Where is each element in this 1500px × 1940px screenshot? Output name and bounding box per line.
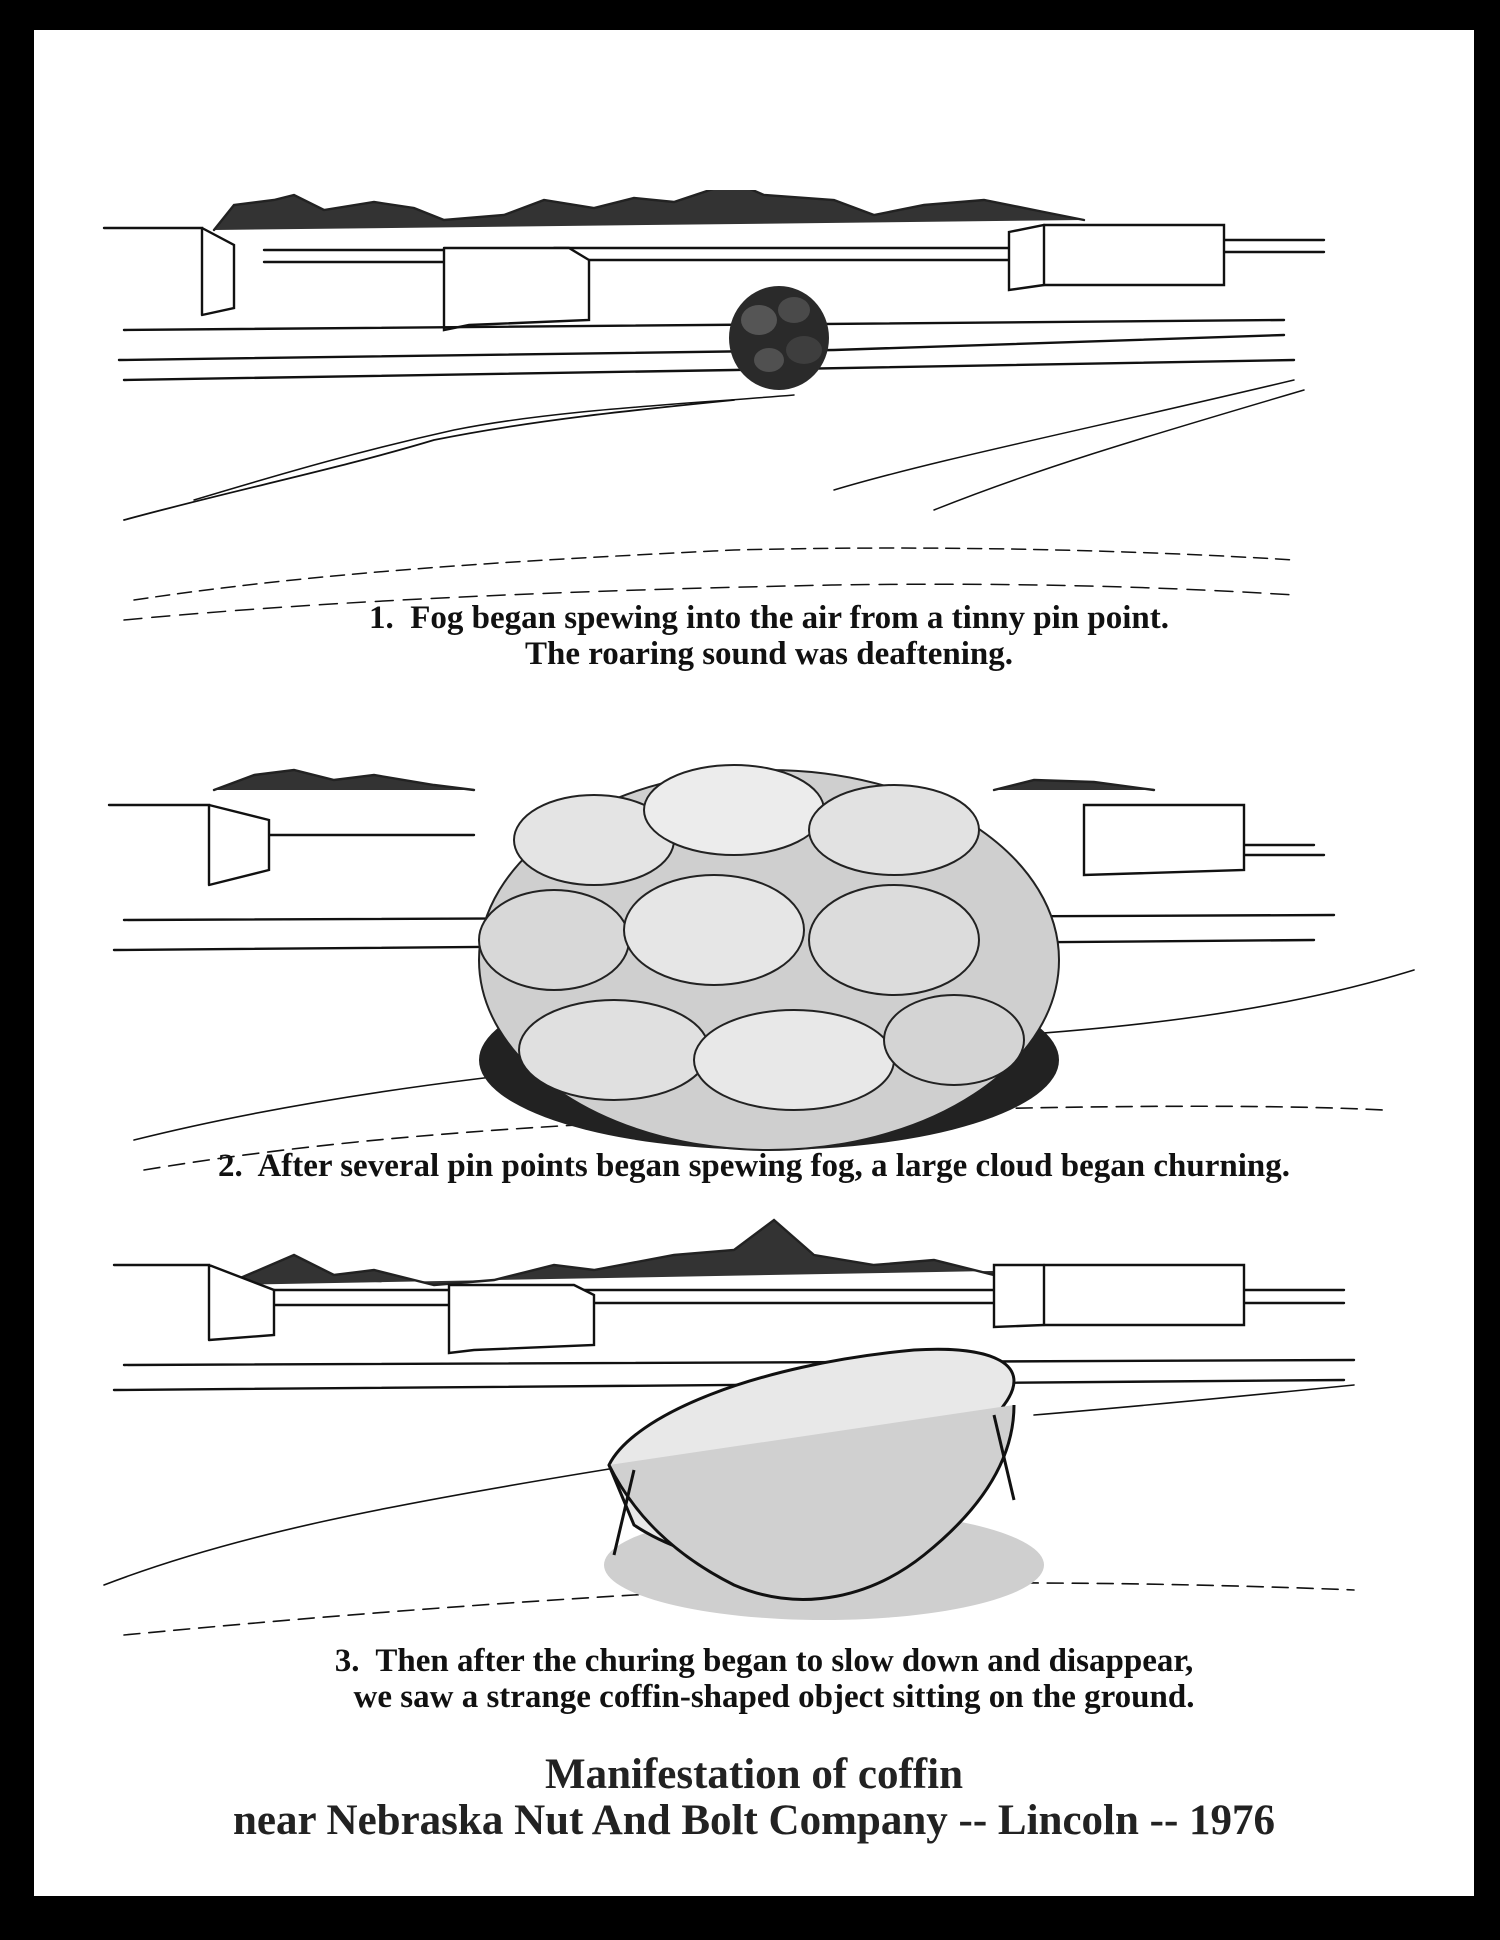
illustration-page bbox=[34, 30, 1474, 1896]
page-title bbox=[34, 1752, 1474, 1844]
panel-1-caption bbox=[34, 600, 1474, 672]
panel-3-caption-line-2: we saw a strange coffin-shaped object sitting on the ground. bbox=[353, 1679, 1195, 1715]
panel-3-drawing bbox=[34, 1215, 1474, 1665]
panel-3-caption bbox=[34, 1643, 1474, 1715]
panel-1-caption-line-2: The roaring sound was deaftening. bbox=[524, 636, 1014, 672]
panel-1-sketch bbox=[34, 190, 1474, 630]
panel-2-drawing bbox=[34, 710, 1474, 1180]
panel-3-caption-line-1: 3. Then after the churing began to slow down and disappear, bbox=[334, 1643, 1194, 1679]
panel-2-sketch bbox=[34, 710, 1474, 1180]
panel-1-drawing bbox=[34, 190, 1474, 630]
panel-3-sketch bbox=[34, 1215, 1474, 1665]
title-line-1: Manifestation of coffin bbox=[545, 1751, 963, 1798]
panel-1-caption-line-1: 1. Fog began spewing into the air from a tinny pin point. bbox=[368, 600, 1170, 636]
panel-2-caption-line-1: 2. After several pin points began spewing fog, a large cloud began churning. bbox=[218, 1148, 1290, 1184]
title-line-2: near Nebraska Nut And Bolt Company -- Lincoln -- 1976 bbox=[232, 1797, 1276, 1844]
panel-2-caption bbox=[34, 1148, 1474, 1184]
